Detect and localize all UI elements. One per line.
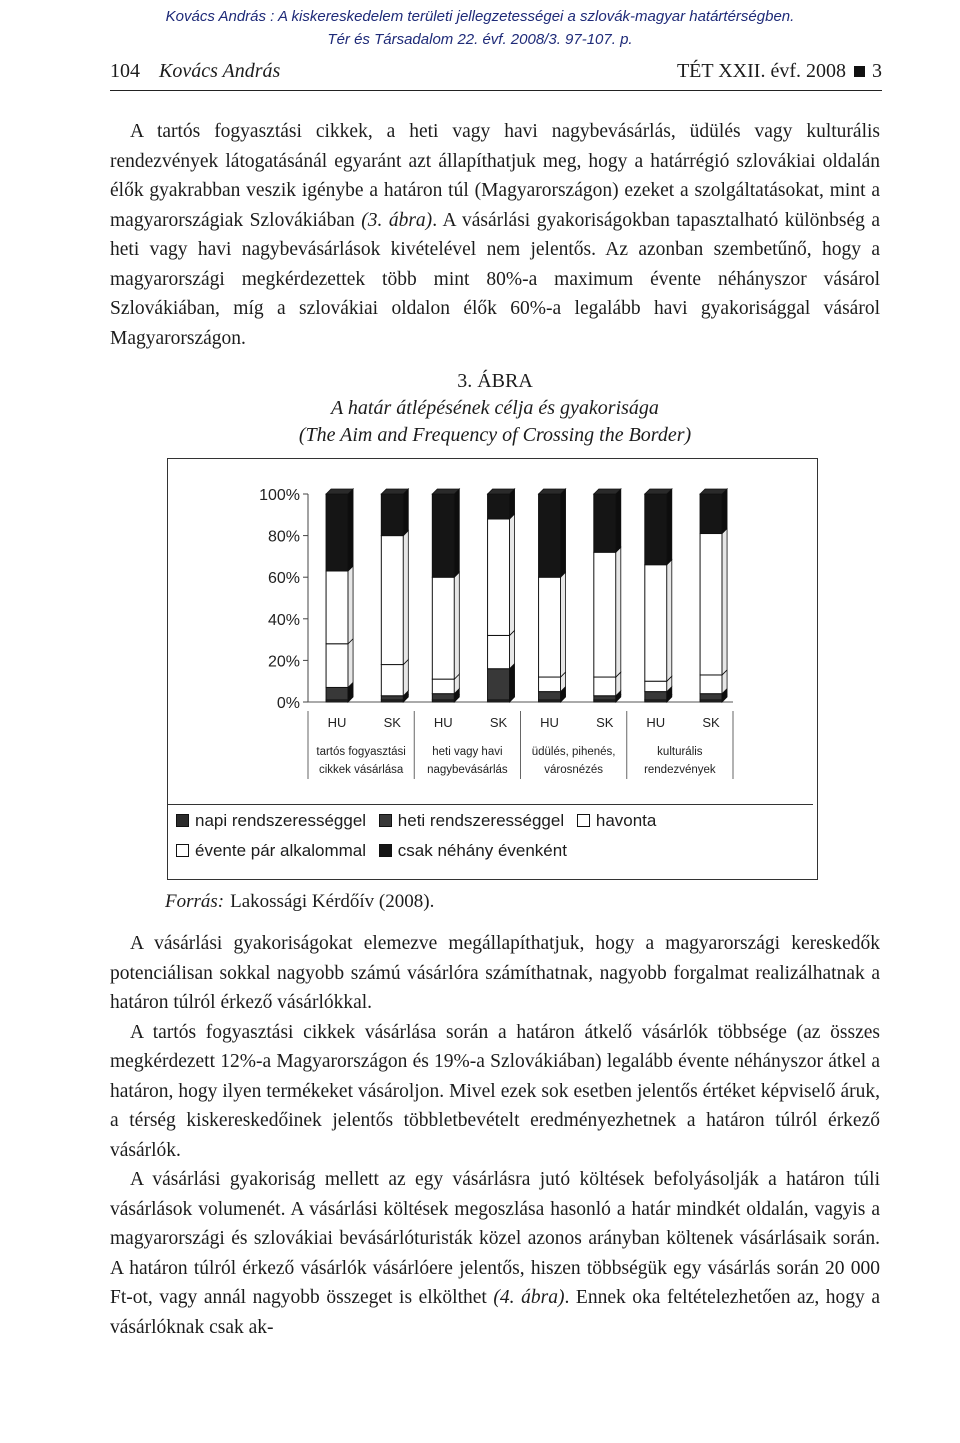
group-label-line-2: nagybevásárlás [427, 764, 508, 776]
bar-segment [594, 552, 616, 677]
bar-top [432, 489, 459, 494]
legend-item-monthly [577, 811, 657, 831]
legend-swatch-rarely [379, 844, 392, 857]
bar-top [381, 489, 408, 494]
body-paragraph-1: A vásárlási gyakoriságokat elemezve megállapíthatjuk, hogy a magyarországi kereskedők potenciálisan sokkal nagyobb számú vásárlóra számíthatnak, nagyobb forgalmat realizálhatnak a határon túlról érkező vásárlókkal. [110, 933, 880, 1013]
intro-text-part-2: . A vásárlási gyakoriságokban tapasztalható különbség a heti vagy havi nagybevásárlások kivételével nem jelentős. Az azonban szembetűnő, hogy a magyarországi megkérdezettek több mint 80%-a maximum évente néhányszor vásárol Szlovákiában, míg a szlovákiai oldalon élők 60%-a legalább havi gyakorisággal vásárol Magyarországon. [110, 209, 880, 349]
legend-label-yearly: évente pár alkalommal [195, 841, 367, 860]
bar-segment [700, 694, 722, 700]
bar-top [488, 489, 515, 494]
bar-segment [645, 692, 667, 700]
bar-segment [488, 635, 510, 668]
group-label-line-1: tartós fogyasztási [316, 746, 406, 758]
bar-top [326, 489, 353, 494]
chart-frame [167, 458, 818, 880]
bar-segment-side [348, 566, 353, 644]
bar-segment-side [561, 489, 566, 577]
bar-segment-side [722, 489, 727, 534]
bar-segment-side [561, 572, 566, 677]
legend-label-rarely: csak néhány évenként [397, 841, 567, 860]
bar-segment [432, 679, 454, 694]
source-text: Lakossági Kérdőív (2008). [230, 891, 435, 912]
group-label-line-2: rendezvények [644, 764, 716, 776]
bar-top [594, 489, 621, 494]
y-tick-label: 80% [267, 528, 300, 546]
bar-segment [700, 534, 722, 675]
legend-label-weekly: heti rendszerességgel [397, 811, 565, 830]
bar-segment-side [510, 630, 515, 668]
group-label-line-2: cikkek vásárlása [318, 764, 404, 776]
legend-row-2 [176, 841, 575, 861]
body-paragraph-2: A tartós fogyasztási cikkek vásárlása során a határon átkelő vásárlók többsége (az összes megkérdezett 12%-a Magyarországon és 19%-a Szlovákiában) legalább évente néhányszor átkel a határon, hogy ilyen termékeket vásároljon. Mivel ezek sok esetben jelentős értéket képviselő áruk, a térség kiskereskedőinek jelentős többletbevételt eredményezhetnek a határon túlról érkező vásárlók. [110, 1021, 880, 1161]
body-paragraph-3-part-1: A vásárlási gyakoriság mellett az egy vásárlásra jutó költések befolyásolják a határon túli vásárlások volumenét. A vásárlási költések megoszlása hasonló a határ mindkét oldalán, vagyis a magyarországi és szlovákiai bevásárlóturisták közel azonos arányban költenek vásárlásaik során. A határon túlról érkező vásárlók vásárlóere jelentős, hiszen többségük egy vásárlás során 20 000 Ft-ot, vagy annál nagyobb összeget is elkölthet [110, 1169, 880, 1308]
legend-item-rarely [379, 841, 567, 861]
intro-text [110, 117, 880, 353]
bar-segment [488, 519, 510, 635]
body-paragraphs [110, 929, 880, 1342]
legend-swatch-weekly [379, 814, 392, 827]
figure-reference: (3. ábra) [361, 209, 433, 231]
bar-segment [326, 644, 348, 688]
bar-segment [594, 494, 616, 552]
legend-swatch-monthly [577, 814, 590, 827]
square-bullet-icon [854, 66, 865, 77]
chart-legend [168, 804, 813, 860]
bar-segment [594, 696, 616, 700]
bar-segment [326, 571, 348, 644]
bar-label: HU [327, 715, 347, 730]
figure-source [165, 891, 434, 913]
bar-segment-side [348, 489, 353, 571]
bar-segment-side [454, 489, 459, 577]
figure-title-hu: A határ átlépésének célja és gyakorisága [331, 397, 659, 419]
bar-segment [539, 494, 561, 577]
bar-segment-side [454, 572, 459, 679]
bar-segment-side [510, 514, 515, 635]
bar-segment [539, 692, 561, 700]
bar-segment-side [403, 660, 408, 696]
bar-segment [381, 536, 403, 665]
bar-top [539, 489, 566, 494]
source-label: Forrás: [165, 891, 225, 912]
bar-segment [594, 677, 616, 696]
bar-segment [700, 494, 722, 534]
bar-segment [539, 677, 561, 692]
bar-segment [645, 565, 667, 681]
bar-segment [381, 494, 403, 536]
legend-swatch-daily [176, 814, 189, 827]
bar-segment-side [722, 529, 727, 675]
legend-label-daily: napi rendszerességgel [195, 811, 367, 830]
group-label-line-2: városnézés [544, 764, 604, 776]
bar-segment [326, 687, 348, 699]
bar-top [700, 489, 727, 494]
bar-label: SK [596, 715, 614, 730]
bar-segment [432, 577, 454, 679]
y-tick-label: 0% [276, 695, 300, 712]
citation-line-2: Tér és Társadalom 22. évf. 2008/3. 97-107. p. [327, 31, 633, 48]
bar-segment [326, 494, 348, 571]
legend-item-yearly [176, 841, 366, 861]
group-label-line-1: üdülés, pihenés, [531, 746, 616, 758]
header-journal: TÉT XXII. évf. 2008 [676, 60, 846, 82]
citation-line-1: Kovács András : A kiskereskedelem területi jellegzetességei a szlovák-magyar határtérségben. [165, 8, 795, 25]
bar-label: HU [646, 715, 666, 730]
y-tick-label: 100% [259, 487, 300, 504]
bar-segment [432, 694, 454, 700]
bar-segment [488, 669, 510, 700]
bar-label: HU [433, 715, 453, 730]
bar-segment [381, 665, 403, 696]
figure-4-reference: (4. ábra) [493, 1287, 565, 1308]
intro-text-part-1: A tartós fogyasztási cikkek, a heti vagy havi nagybevásárlás, üdülés vagy kulturális rendezvények látogatásánál egyaránt azt állapíthatjuk meg, hogy a határrégió szlovákiai oldalán élők gyakrabban veszik igénybe a határon túl (Magyarországon) ezeket a szolgáltatásokat, mint a magyarországiak Szlovákiában [110, 121, 880, 231]
bar-label: SK [489, 715, 508, 730]
header-right [677, 60, 882, 83]
legend-label-monthly: havonta [595, 811, 657, 830]
y-tick-label: 40% [267, 611, 300, 629]
intro-paragraph [110, 117, 880, 353]
bar-label: SK [383, 715, 401, 730]
header-left [110, 60, 280, 83]
bar-segment [488, 494, 510, 519]
figure-number: 3. ÁBRA [457, 370, 533, 392]
body-paragraph-3 [110, 1165, 880, 1342]
bar-segment-side [403, 489, 408, 536]
bar-segment [432, 494, 454, 577]
legend-swatch-yearly [176, 844, 189, 857]
bar-segment [381, 696, 403, 700]
bar-label: HU [540, 715, 559, 730]
bar-label: SK [702, 715, 720, 730]
figure-caption [110, 368, 880, 449]
legend-item-weekly [379, 811, 564, 831]
group-label-line-1: heti vagy havi [432, 746, 503, 758]
bar-segment-side [510, 664, 515, 700]
body-paragraph-3-part-2: . Ennek oka feltételezhetően az, hogy a vásárlóknak csak ak- [110, 1287, 881, 1338]
bar-segment-side [667, 489, 672, 565]
page-number: 104 [110, 60, 140, 82]
bar-segment-side [616, 489, 621, 552]
legend-item-daily [176, 811, 366, 831]
header-issue: 3 [872, 60, 882, 82]
bar-segment [539, 577, 561, 677]
bar-segment [645, 494, 667, 565]
bar-segment-side [616, 547, 621, 677]
y-tick-label: 60% [267, 570, 300, 588]
bar-top [645, 489, 672, 494]
bar-segment [645, 681, 667, 691]
bar-segment-side [667, 560, 672, 681]
bar-segment-side [403, 531, 408, 665]
y-tick-label: 20% [267, 653, 300, 671]
running-header [110, 60, 882, 91]
bar-segment [700, 675, 722, 694]
header-author: Kovács András [159, 60, 281, 82]
stacked-bar-chart [168, 459, 817, 804]
legend-row-1 [176, 811, 664, 831]
figure-title-en: (The Aim and Frequency of Crossing the Border) [298, 424, 692, 446]
group-label-line-1: kulturális [657, 746, 703, 758]
bar-segment-side [348, 639, 353, 688]
